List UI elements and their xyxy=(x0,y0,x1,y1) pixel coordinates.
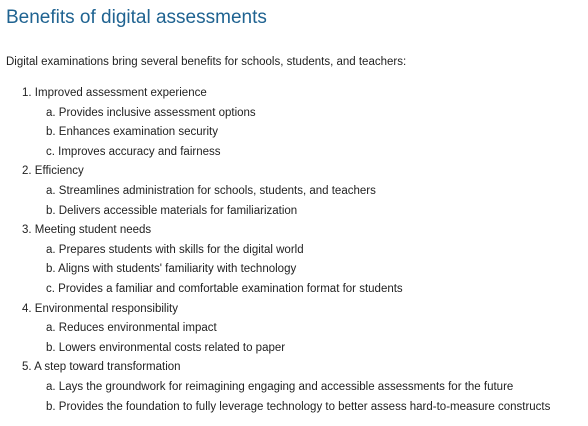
benefit-sublist xyxy=(0,319,550,358)
subitem-letter: b. xyxy=(46,400,56,413)
subitem-letter: c. xyxy=(46,145,55,158)
benefit-subitem xyxy=(0,182,550,202)
benefits-list xyxy=(0,84,550,417)
section-number: 1. xyxy=(22,87,32,99)
intro-paragraph: Digital examinations bring several benefits for schools, students, and teachers: xyxy=(6,56,407,68)
subitem-text: Improves accuracy and fairness xyxy=(58,145,221,158)
section-number: 3. xyxy=(22,224,32,237)
section-label: Efficiency xyxy=(34,165,84,178)
subitem-letter: a. xyxy=(46,380,56,393)
benefit-subitem xyxy=(0,339,550,359)
subitem-text: Provides a familiar and comfortable examination format for students xyxy=(58,282,403,295)
subitem-letter: a. xyxy=(46,322,56,335)
subitem-letter: a. xyxy=(46,243,56,256)
subitem-text: Provides inclusive assessment options xyxy=(58,106,256,119)
subitem-text: Lays the groundwork for reimagining engaging and accessible assessments for the future xyxy=(58,380,514,393)
benefit-subitem xyxy=(0,241,550,261)
benefit-section xyxy=(0,221,550,299)
subitem-text: Prepares students with skills for the digital world xyxy=(58,243,304,256)
benefit-subitem xyxy=(0,398,550,418)
benefit-subitem xyxy=(0,104,550,124)
subitem-letter: b. xyxy=(46,126,56,139)
subitem-text: Provides the foundation to fully leverage technology to better assess hard-to-measure constructs xyxy=(58,400,551,413)
section-number: 2. xyxy=(22,165,32,178)
benefit-heading xyxy=(0,221,550,241)
subitem-letter: a. xyxy=(46,106,56,119)
benefit-subitem xyxy=(0,143,550,163)
benefit-heading xyxy=(0,162,550,182)
benefit-heading xyxy=(0,300,550,320)
subitem-text: Delivers accessible materials for familiarization xyxy=(58,204,298,217)
benefit-section xyxy=(0,162,550,221)
benefit-subitem xyxy=(0,202,550,222)
subitem-text: Enhances examination security xyxy=(58,126,218,139)
benefit-subitem xyxy=(0,260,550,280)
page-title: Benefits of digital assessments xyxy=(6,7,267,28)
section-label: Improved assessment experience xyxy=(34,87,207,99)
benefit-subitem xyxy=(0,378,550,398)
benefit-subitem xyxy=(0,280,550,300)
subitem-letter: b. xyxy=(46,263,56,276)
benefit-subitem xyxy=(0,319,550,339)
subitem-text: Lowers environmental costs related to paper xyxy=(58,341,286,354)
benefit-sublist xyxy=(0,241,550,300)
subitem-letter: a. xyxy=(46,184,56,197)
section-label: Environmental responsibility xyxy=(34,302,178,315)
benefit-section xyxy=(0,84,550,162)
benefit-section xyxy=(0,300,550,359)
section-number: 4. xyxy=(22,302,32,315)
subitem-text: Aligns with students' familiarity with technology xyxy=(58,263,297,276)
benefit-heading xyxy=(0,84,550,104)
benefit-subitem xyxy=(0,123,550,143)
section-number: 5. xyxy=(22,361,32,374)
section-label: Meeting student needs xyxy=(34,224,152,237)
subitem-letter: b. xyxy=(46,204,56,217)
subitem-text: Streamlines administration for schools, students, and teachers xyxy=(58,184,376,197)
subitem-letter: c. xyxy=(46,282,55,295)
subitem-text: Reduces environmental impact xyxy=(58,322,217,335)
benefit-section xyxy=(0,358,550,417)
subitem-letter: b. xyxy=(46,341,56,354)
section-label: A step toward transformation xyxy=(34,361,181,374)
benefit-sublist xyxy=(0,378,550,417)
benefit-heading xyxy=(0,358,550,378)
benefit-sublist xyxy=(0,182,550,221)
benefit-sublist xyxy=(0,104,550,163)
